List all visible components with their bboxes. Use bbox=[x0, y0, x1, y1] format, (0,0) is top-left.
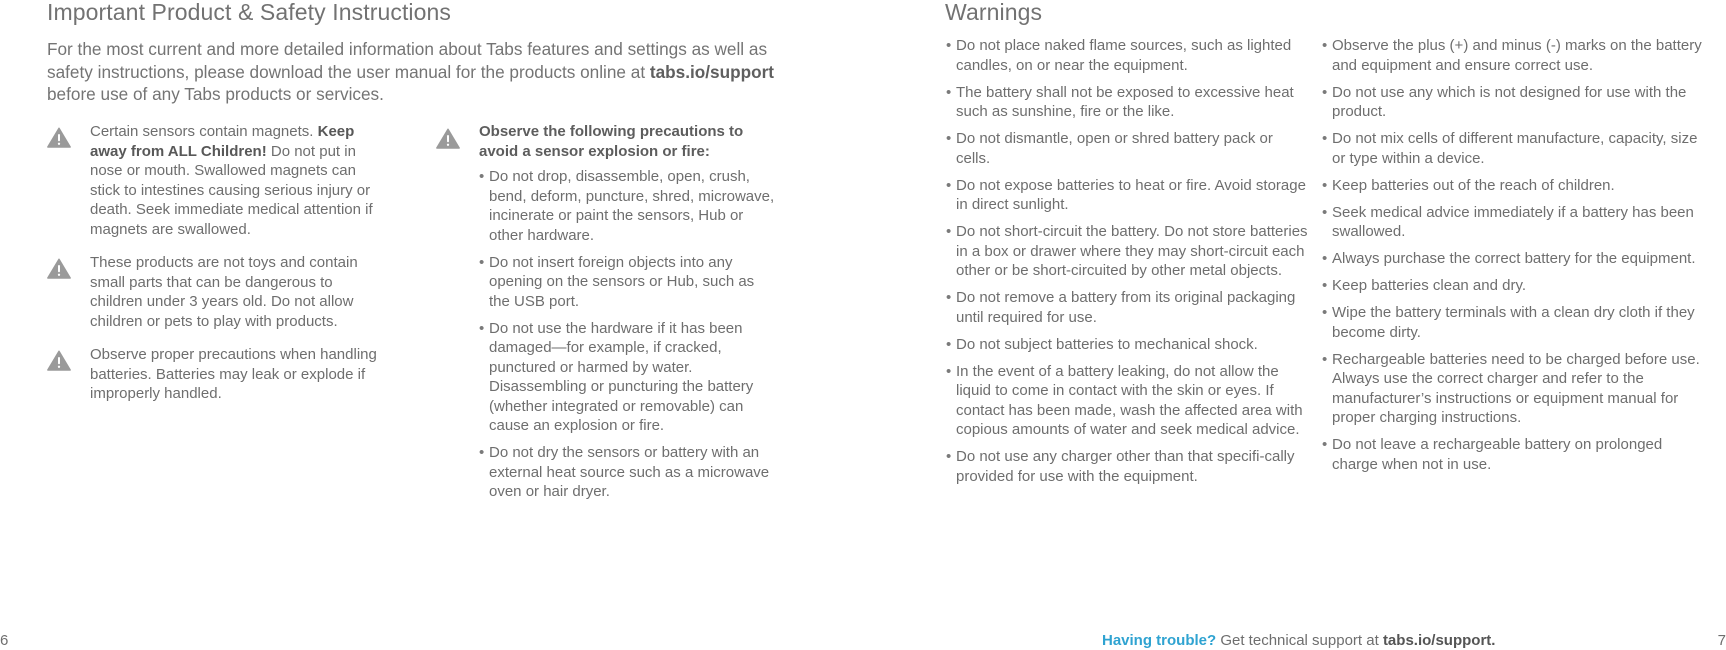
warning-rest: Do not put in nose or mouth. Swallowed magnets can stick to intestines causing serious injury or death. Seek immediate medical attention if magnets are swallowed. bbox=[90, 142, 373, 238]
warnings-column-1 bbox=[946, 36, 1308, 494]
list-item: • Observe the plus (+) and minus (-) marks on the battery and equipment and ensure correct use. bbox=[1322, 36, 1702, 75]
page-number: 7 bbox=[1717, 632, 1726, 649]
footer-support-link[interactable]: tabs.io/support. bbox=[1382, 632, 1496, 649]
list-item: • Do not place naked flame sources, such as lighted candles, on or near the equipment. bbox=[946, 36, 1308, 75]
page-title: Important Product & Safety Instructions bbox=[47, 0, 452, 25]
warning-item bbox=[47, 345, 387, 404]
magnet-warnings bbox=[47, 122, 387, 418]
list-item: • Keep batteries out of the reach of children. bbox=[1322, 176, 1702, 196]
page-number: 6 bbox=[0, 632, 9, 649]
list-item: • The battery shall not be exposed to excessive heat such as sunshine, fire or the like. bbox=[946, 83, 1308, 122]
support-footer bbox=[1102, 632, 1495, 650]
list-item: • Do not leave a rechargeable battery on prolonged charge when not in use. bbox=[1322, 435, 1702, 474]
warning-triangle-icon bbox=[436, 128, 460, 149]
list-item: • Do not use any charger other than that specifi-cally provided for use with the equipment. bbox=[946, 447, 1308, 486]
warning-lead: These products are not toys and contain small parts that can be dangerous to children under 3 years old. Do not allow children or pets to play with products. bbox=[90, 254, 358, 330]
intro-text-before: For the most current and more detailed information about Tabs features and settings as well as safety instructions, please download the user manual for the products online at bbox=[47, 39, 768, 82]
warnings-title: Warnings bbox=[945, 0, 1043, 25]
support-link[interactable]: tabs.io/support bbox=[649, 61, 775, 82]
precautions-heading: Observe the following precautions to avoid a sensor explosion or fire: bbox=[479, 123, 744, 160]
warning-lead: Observe proper precautions when handling batteries. Batteries may leak or explode if improperly handled. bbox=[90, 346, 377, 402]
explosion-precautions bbox=[436, 122, 779, 509]
warning-lead: Certain sensors contain magnets. bbox=[90, 123, 318, 140]
warnings-column-2 bbox=[1322, 36, 1702, 482]
intro-paragraph bbox=[47, 38, 777, 106]
list-item: • Do not dismantle, open or shred battery pack or cells. bbox=[946, 129, 1308, 168]
list-item: • Do not subject batteries to mechanical shock. bbox=[946, 335, 1308, 355]
list-item: • Seek medical advice immediately if a battery has been swallowed. bbox=[1322, 203, 1702, 242]
footer-text: Get technical support at bbox=[1216, 632, 1383, 649]
warning-triangle-icon bbox=[47, 258, 71, 279]
warning-item bbox=[47, 122, 387, 239]
right-page bbox=[863, 0, 1726, 650]
warning-triangle-icon bbox=[47, 127, 71, 148]
list-item: • In the event of a battery leaking, do not allow the liquid to come in contact with the skin or eyes. If contact has been made, wash the affected area with copious amounts of water and seek medical advice. bbox=[946, 362, 1308, 440]
list-item: • Keep batteries clean and dry. bbox=[1322, 276, 1702, 296]
intro-text-after: before use of any Tabs products or services. bbox=[47, 84, 384, 104]
precautions-list bbox=[436, 167, 779, 502]
list-item: • Do not use any which is not designed for use with the product. bbox=[1322, 83, 1702, 122]
list-item: • Do not mix cells of different manufacture, capacity, size or type within a device. bbox=[1322, 129, 1702, 168]
list-item: • Do not use the hardware if it has been damaged—for example, if cracked, punctured or harmed by water. Disassembling or puncturing the battery (whether integrated or removable) can cause an explosion or fire. bbox=[479, 319, 779, 436]
list-item: • Rechargeable batteries need to be charged before use. Always use the correct charger and refer to the manufacturer’s instructions or equipment manual for proper charging instructions. bbox=[1322, 350, 1702, 428]
list-item: • Do not expose batteries to heat or fire. Avoid storage in direct sunlight. bbox=[946, 176, 1308, 215]
footer-accent: Having trouble? bbox=[1102, 632, 1217, 649]
list-item: • Always purchase the correct battery for the equipment. bbox=[1322, 249, 1702, 269]
warning-item bbox=[47, 253, 387, 331]
list-item: • Do not remove a battery from its original packaging until required for use. bbox=[946, 288, 1308, 327]
list-item: • Do not insert foreign objects into any opening on the sensors or Hub, such as the USB port. bbox=[479, 253, 779, 312]
warning-emphasis: Keep away from ALL Children! bbox=[90, 123, 355, 160]
list-item: • Wipe the battery terminals with a clean dry cloth if they become dirty. bbox=[1322, 303, 1702, 342]
list-item: • Do not short-circuit the battery. Do not store batteries in a box or drawer where they may short-circuit each other or be short-circuited by other metal objects. bbox=[946, 222, 1308, 281]
list-item: • Do not drop, disassemble, open, crush, bend, deform, puncture, shred, microwave, incinerate or paint the sensors, Hub or other hardware. bbox=[479, 167, 779, 245]
warning-triangle-icon bbox=[47, 350, 71, 371]
list-item: • Do not dry the sensors or battery with an external heat source such as a microwave oven or hair dryer. bbox=[479, 443, 779, 502]
